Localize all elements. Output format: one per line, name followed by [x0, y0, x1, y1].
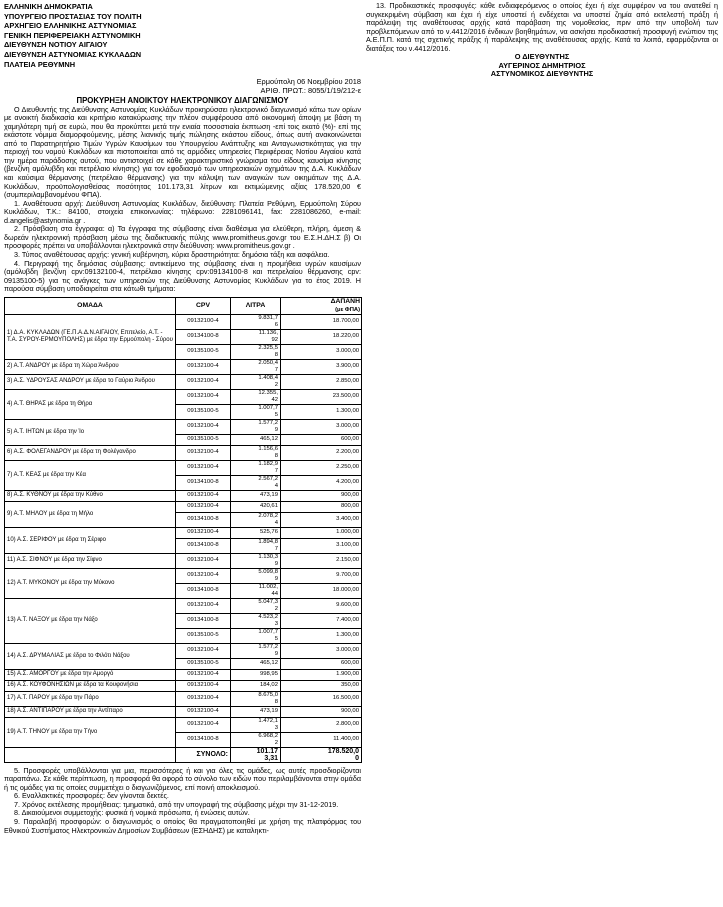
total-cost: [281, 747, 362, 762]
table-row: [5, 419, 362, 434]
right-column: [366, 0, 718, 79]
group-cell: 15) Α.Σ. ΑΜΟΡΓΟΥ με έδρα την Αμοργό: [5, 669, 176, 680]
cost-cell: 1.000,00: [281, 527, 362, 538]
header-litres: ΛΙΤΡΑ: [231, 297, 281, 314]
litres-line: 5.099,8: [258, 568, 278, 575]
cpv-cell: 09135100-5: [176, 658, 231, 669]
litres-line: 2.567,2: [258, 475, 278, 482]
cost-cell: 3.000,00: [281, 419, 362, 434]
cpv-cell: 09132100-4: [176, 374, 231, 389]
cpv-cell: 09132100-4: [176, 717, 231, 732]
cost-cell: 9.600,00: [281, 598, 362, 613]
litres-line: 1.182,9: [258, 460, 278, 467]
litres-line: 2.050,4: [258, 359, 278, 366]
cost-cell: 2.250,00: [281, 460, 362, 475]
header-cost: [281, 297, 362, 314]
cpv-cell: 09132100-4: [176, 643, 231, 658]
cpv-cell: 09132100-4: [176, 389, 231, 404]
litres-line-wrap: 9: [274, 575, 278, 582]
cost-cell: 18.700,00: [281, 314, 362, 329]
cpv-cell: 09132100-4: [176, 419, 231, 434]
litres-cell: [231, 680, 281, 691]
group-cell: 1) Δ.Α. ΚΥΚΛΑΔΩΝ (ΓΕ.Π.Α.Δ.Ν.ΑΙΓΑΙΟΥ, Επιτελείο, Α.Τ. - Τ.Α. ΣΥΡΟΥ-ΕΡΜΟΥΠΟΛΗΣ) με έδρα την Ερμούπολη - Σύρου: [5, 314, 176, 359]
litres-cell: [231, 583, 281, 598]
authority-header: [4, 0, 361, 69]
litres-cell: [231, 732, 281, 747]
left-column: [4, 0, 361, 835]
litres-line-wrap: 7: [274, 545, 278, 552]
cost-cell: 350,00: [281, 680, 362, 691]
litres-cell: [231, 527, 281, 538]
header-line: ΑΡΧΗΓΕΙΟ ΕΛΛΗΝΙΚΗΣ ΑΣΤΥΝΟΜΙΑΣ: [4, 21, 137, 31]
litres-line: 4.523,2: [258, 613, 278, 620]
litres-line: 11.136,: [258, 329, 278, 336]
litres-cell: [231, 538, 281, 553]
header-cost-label: ΔΑΠΑΝΗ: [330, 297, 360, 305]
cpv-cell: 09134100-8: [176, 512, 231, 527]
group-cell: 2) Α.Τ. ΑΝΔΡΟΥ με έδρα τη Χώρα Άνδρου: [5, 359, 176, 374]
item-paragraph: 7. Χρόνος εκτέλεσης προμήθειας: τμηματικά, από την υπογραφή της σύμβασης μέχρι την 31-12-2019.: [14, 799, 339, 809]
total-empty-cell: [5, 747, 176, 762]
table-row: [5, 568, 362, 583]
litres-line: 11.002,: [258, 583, 278, 590]
litres-cell: [231, 598, 281, 613]
group-cell: 6) Α.Σ. ΦΟΛΕΓΑΝΔΡΟΥ με έδρα τη Φολέγανδρο: [5, 445, 176, 460]
litres-line: 525,76: [259, 529, 278, 536]
cost-cell: 2.800,00: [281, 717, 362, 732]
litres-cell: [231, 717, 281, 732]
litres-cell: [231, 490, 281, 501]
table-row: [5, 501, 362, 512]
cpv-cell: 09132100-4: [176, 527, 231, 538]
litres-line: 1.156,6: [258, 445, 278, 452]
cpv-cell: 09132100-4: [176, 460, 231, 475]
litres-cell: [231, 359, 281, 374]
table-row: [5, 643, 362, 658]
cost-cell: 11.400,00: [281, 732, 362, 747]
total-litres-line: 101.17: [256, 747, 278, 755]
total-litres-line-wrap: 3,31: [264, 754, 278, 762]
group-cell: 18) Α.Σ. ΑΝΤΙΠΑΡΟΥ με έδρα την Αντίπαρο: [5, 706, 176, 717]
table-row: [5, 445, 362, 460]
litres-cell: [231, 706, 281, 717]
litres-cell: [231, 658, 281, 669]
litres-line: 1.007,7: [258, 628, 278, 635]
group-cell: 11) Α.Σ. ΣΙΦΝΟΥ με έδρα την Σίφνο: [5, 553, 176, 568]
group-cell: 13) Α.Τ. ΝΑΞΟΥ με έδρα την Νάξο: [5, 598, 176, 643]
cost-cell: 2.150,00: [281, 553, 362, 568]
litres-line-wrap: 2: [274, 605, 278, 612]
litres-line: 1.007,7: [258, 404, 278, 411]
item-paragraph: 8. Δικαιούμενοι συμμετοχής: φυσικά ή νομικά πρόσωπα, ή ενώσεις αυτών.: [14, 808, 250, 818]
litres-line: 465,12: [259, 436, 278, 443]
cost-cell: 9.700,00: [281, 568, 362, 583]
litres-cell: [231, 613, 281, 628]
litres-line: 6.968,2: [258, 732, 278, 739]
litres-cell: [231, 512, 281, 527]
item-paragraph: 6. Εναλλακτικές προσφορές: δεν γίνονται δεκτές.: [14, 791, 169, 801]
cost-cell: 3.900,00: [281, 359, 362, 374]
table-row: [5, 460, 362, 475]
litres-cell: [231, 460, 281, 475]
cpv-cell: 09135100-5: [176, 628, 231, 643]
cpv-cell: 09134100-8: [176, 583, 231, 598]
litres-line-wrap: 7: [274, 366, 278, 373]
cost-cell: 900,00: [281, 490, 362, 501]
litres-cell: [231, 643, 281, 658]
litres-cell: [231, 419, 281, 434]
litres-line: 2.325,5: [258, 344, 278, 351]
table-row: [5, 374, 362, 389]
litres-line-wrap: 9: [274, 426, 278, 433]
table-row: [5, 553, 362, 568]
litres-line: 473,19: [259, 708, 278, 715]
table-header-row: [5, 297, 362, 314]
cost-cell: 1.300,00: [281, 628, 362, 643]
litres-line-wrap: 7: [274, 467, 278, 474]
group-cell: 12) Α.Τ. ΜΥΚΟΝΟΥ με έδρα την Μύκονο: [5, 568, 176, 598]
item-paragraph: 1. Αναθέτουσα αρχή: Διεύθυνση Αστυνομίας Κυκλάδων, διεύθυνση: Πλατεία Ρεθύμνη, Ερμούπολη Σύρου Κυκλάδων, Τ.Κ.: 84100, στοιχεία επικοινωνίας: τηλέφωνο: 2281096141, fax: 2281086260, e-mail: d.angelis@astynomia.gr .: [4, 198, 361, 225]
cpv-cell: 09132100-4: [176, 691, 231, 706]
group-cell: 8) Α.Σ. ΚΥΘΝΟΥ με έδρα την Κύθνο: [5, 490, 176, 501]
litres-line-wrap: 6: [274, 321, 278, 328]
litres-cell: [231, 344, 281, 359]
litres-line-wrap: 42: [271, 396, 278, 403]
litres-cell: [231, 553, 281, 568]
litres-cell: [231, 329, 281, 344]
cpv-cell: 09132100-4: [176, 706, 231, 717]
group-cell: 19) Α.Τ. ΤΗΝΟΥ με έδρα την Τήνο: [5, 717, 176, 747]
cost-cell: 1.900,00: [281, 669, 362, 680]
litres-line-wrap: 4: [274, 482, 278, 489]
protocol-number: ΑΡΙΘ. ΠΡΩΤ.: 8055/1/19/212-ε: [260, 86, 361, 96]
signature-title: Ο ΔΙΕΥΘΥΝΤΗΣ: [514, 52, 570, 62]
table-row: [5, 691, 362, 706]
cost-cell: 900,00: [281, 706, 362, 717]
litres-cell: [231, 404, 281, 419]
table-row: [5, 706, 362, 717]
cost-cell: 23.500,00: [281, 389, 362, 404]
table-row: [5, 490, 362, 501]
table-row: [5, 359, 362, 374]
signature-name: ΑΥΓΕΡΙΝΟΣ ΔΗΜΗΤΡΙΟΣ: [498, 60, 586, 70]
cost-cell: 7.400,00: [281, 613, 362, 628]
litres-line-wrap: 9: [274, 560, 278, 567]
table-row: [5, 527, 362, 538]
cost-cell: 600,00: [281, 658, 362, 669]
table-row: [5, 669, 362, 680]
litres-line: 1.577,2: [258, 643, 278, 650]
date-line: Ερμούπολη 06 Νοεμβρίου 2018: [256, 77, 361, 87]
litres-line: 9.831,7: [258, 314, 278, 321]
table-body: [5, 314, 362, 762]
litres-line-wrap: 92: [271, 336, 278, 343]
litres-cell: [231, 374, 281, 389]
litres-line-wrap: 2: [274, 381, 278, 388]
cpv-cell: 09135100-5: [176, 344, 231, 359]
cpv-cell: 09134100-8: [176, 475, 231, 490]
cost-cell: 1.300,00: [281, 404, 362, 419]
litres-line-wrap: 8: [274, 351, 278, 358]
total-cost-line: 178.520,0: [327, 747, 359, 755]
intro-paragraph: Ο Διευθυντής της Διεύθυνσης Αστυνομίας Κυκλάδων προκηρύσσει ηλεκτρονικό διαγωνισμό κάτω των ορίων με ανοικτή διαδικασία και κριτήριο κατακύρωσης την πλέον συμφέρουσα από οικονομική άποψη με βάση τη χαμηλότερη τιμή σε ευρώ, που θα προκύπτει μετά την ενιαία ποσοστιαία έκπτωση -επί τοις εκατό (%)- επί της εκάστοτε νόμιμα διαμορφούμενης, μέσης λιανικής τιμής πώλησης εκάστου είδους, όπως αυτή ανακοινώνεται από το Παρατηρητήριο Τιμών Υγρών Καυσίμων του Υπουργείου Ανάπτυξης και Ανταγωνιστικότητας για την περιοχή του νομού Κυκλάδων και πιστοποιείται από τις αρμόδιες υπηρεσίες Περιφέρειας Νοτίου Αιγαίου κατά την ημέρα παράδοσης αυτού, που αντιστοιχεί σε κάθε χαρακτηριστικό γνώρισμα του είδους καυσίμα κίνησης (βενζίνη αμόλυβδη και πετρέλαιο κίνησης) για τον εφοδιασμό των υπηρεσιακών οχημάτων της Δ.Α. Κυκλάδων και καύσιμα θέρμανσης (πετρέλαιο θέρμανσης) για την κάλυψη των αναγκών των οικημάτων της Δ.Α. Κυκλάδων, προϋπολογισθείσας ποσότητας 101.173,31 λίτρων και εκτιμώμενης αξίας 178.520,00 € (συμπεριλαμβανομένου ΦΠΑ).: [4, 104, 361, 200]
litres-cell: [231, 669, 281, 680]
cpv-cell: 09134100-8: [176, 329, 231, 344]
table-row: [5, 680, 362, 691]
table-row: [5, 598, 362, 613]
cpv-cell: 09132100-4: [176, 445, 231, 460]
litres-line-wrap: 9: [274, 650, 278, 657]
cost-cell: 4.200,00: [281, 475, 362, 490]
header-cpv: CPV: [176, 297, 231, 314]
total-cost-line-wrap: 0: [355, 754, 359, 762]
cost-cell: 18.000,00: [281, 583, 362, 598]
cpv-cell: 09132100-4: [176, 490, 231, 501]
cpv-cell: 09135100-5: [176, 404, 231, 419]
group-cell: 7) Α.Τ. ΚΕΑΣ με έδρα την Κέα: [5, 460, 176, 490]
cpv-cell: 09132100-4: [176, 501, 231, 512]
header-line: ΥΠΟΥΡΓΕΙΟ ΠΡΟΣΤΑΣΙΑΣ ΤΟΥ ΠΟΛΙΤΗ: [4, 11, 142, 21]
header-line: ΕΛΛΗΝΙΚΗ ΔΗΜΟΚΡΑΤΙΑ: [4, 2, 93, 11]
cpv-cell: 09134100-8: [176, 538, 231, 553]
cpv-cell: 09132100-4: [176, 598, 231, 613]
cost-cell: 16.500,00: [281, 691, 362, 706]
header-line: ΠΛΑΤΕΙΑ ΡΕΘΥΜΝΗ: [4, 59, 76, 69]
litres-cell: [231, 475, 281, 490]
litres-line: 1.472,1: [258, 717, 278, 724]
cost-cell: 3.100,00: [281, 538, 362, 553]
litres-line-wrap: 44: [271, 590, 278, 597]
litres-line-wrap: 8: [274, 698, 278, 705]
litres-line-wrap: 4: [274, 519, 278, 526]
total-row: [5, 747, 362, 762]
litres-line-wrap: 8: [274, 452, 278, 459]
cpv-cell: 09135100-5: [176, 434, 231, 445]
cost-cell: 2.850,00: [281, 374, 362, 389]
group-cell: 14) Α.Σ. ΔΡΥΜΑΛΙΑΣ με έδρα το Φιλότι Νάξου: [5, 643, 176, 669]
lots-table: [4, 297, 362, 763]
signature-block: [366, 53, 718, 79]
cost-cell: 800,00: [281, 501, 362, 512]
cpv-cell: 09132100-4: [176, 553, 231, 568]
litres-line: 12.355,: [258, 389, 278, 396]
litres-line: 8.675,0: [258, 691, 278, 698]
table-row: [5, 314, 362, 329]
litres-line-wrap: 2: [274, 739, 278, 746]
cpv-cell: 09134100-8: [176, 732, 231, 747]
item-paragraph: 2. Πρόσβαση στα έγγραφα: α) Τα έγγραφα της σύμβασης είναι διαθέσιμα για ελεύθερη, πλήρη, άμεση & δωρεάν ηλεκτρονική πρόσβαση μέσω της διαδικτυακής πύλης www.promitheus.gov.gr του Ε.Σ.Η.ΔΗ.Σ β) Οι προσφορές πρέπει να υποβάλλονται ηλεκτρονικά στην διεύθυνση: www.promitheus.gov.gr .: [4, 224, 361, 251]
table-row: [5, 717, 362, 732]
litres-line-wrap: 5: [274, 635, 278, 642]
litres-line: 420,61: [259, 503, 278, 510]
date-block: [4, 77, 361, 95]
litres-line: 473,19: [259, 492, 278, 499]
litres-line-wrap: 5: [274, 411, 278, 418]
cpv-cell: 09132100-4: [176, 359, 231, 374]
cost-cell: 3.400,00: [281, 512, 362, 527]
cpv-cell: 09132100-4: [176, 568, 231, 583]
cost-cell: 3.000,00: [281, 344, 362, 359]
header-line: ΔΙΕΥΘΥΝΣΗ ΝΟΤΙΟΥ ΑΙΓΑΙΟΥ: [4, 40, 108, 50]
cost-cell: 3.000,00: [281, 643, 362, 658]
item-paragraph: 9. Παραλαβή προσφορών: ο διαγωνισμός ο οποίος θα πραγματοποιηθεί με χρήση της πλατφόρμας του Εθνικού Συστήματος Ηλεκτρονικών Δημοσίων Συμβάσεων (ΕΣΗΔΗΣ) με καταληκτι-: [4, 816, 361, 835]
notice-title: ΠΡΟΚΥΡΗΞΗ ΑΝΟΙΚΤΟΥ ΗΛΕΚΤΡΟΝΙΚΟΥ ΔΙΑΓΩΝΙΣΜΟΥ: [76, 96, 289, 106]
cpv-cell: 09132100-4: [176, 680, 231, 691]
item-paragraph: 3. Τύπος αναθέτουσας αρχής: γενική κυβέρνηση, κύρια δραστηριότητα: δημόσια τάξη και ασφάλεια.: [14, 249, 330, 259]
litres-cell: [231, 501, 281, 512]
cpv-cell: 09132100-4: [176, 314, 231, 329]
cpv-cell: 09132100-4: [176, 669, 231, 680]
item-paragraph: 4. Περιγραφή της δημόσιας σύμβασης: αντικείμενο της σύμβασης είναι η προμήθεια υγρών καυσίμων (αμόλυβδη βενζίνη cpv:09132100-4, πετρέλαιο κίνησης cpv:09134100-8 και πετρελαίου θέρμανσης cpv: 09135100-5) για τις ανάγκες των υπηρεσιών της Διεύθυνσης Αστυνομίας Κυκλάδων για το έτος 2019. Η παρούσα σύμβαση υποδιαιρείται στα κάτωθι τμήματα:: [4, 258, 361, 294]
litres-line: 998,95: [259, 671, 278, 678]
litres-line: 465,12: [259, 660, 278, 667]
litres-line: 1.130,3: [258, 553, 278, 560]
litres-cell: [231, 314, 281, 329]
litres-cell: [231, 691, 281, 706]
litres-line: 184,02: [259, 682, 278, 689]
item-paragraph: 5. Προσφορές υποβάλλονται για μια, περισσότερες ή και για όλες τις ομάδες, ως αυτές προσδιορίζονται παραπάνω. Σε κάθε περίπτωση, η προσφορά θα αφορά το σύνολο των ειδών που περιλαμβάνονται στην ομάδα ή τις ομάδες για τις οποίες συμμετέχει ο διαγωνιζόμενος, επί ποινή αποκλεισμού.: [4, 765, 361, 792]
litres-line-wrap: 3: [274, 724, 278, 731]
cost-cell: 600,00: [281, 434, 362, 445]
signature-rank: ΑΣΤΥΝΟΜΙΚΟΣ ΔΙΕΥΘΥΝΤΗΣ: [490, 69, 594, 79]
litres-cell: [231, 445, 281, 460]
header-line: ΓΕΝΙΚΗ ΠΕΡΙΦΕΡΕΙΑΚΗ ΑΣΤΥΝΟΜΙΚΗ: [4, 30, 141, 40]
litres-line: 5.047,3: [258, 598, 278, 605]
header-line: ΔΙΕΥΘΥΝΣΗ ΑΣΤΥΝΟΜΙΑΣ ΚΥΚΛΑΔΩΝ: [4, 49, 142, 59]
header-group: ΟΜΑΔΑ: [5, 297, 176, 314]
group-cell: 9) Α.Τ. ΜΗΛΟΥ με έδρα τη Μήλο: [5, 501, 176, 527]
header-cost-note: (με ΦΠΑ): [335, 306, 360, 313]
total-litres: [231, 747, 281, 762]
litres-line-wrap: 3: [274, 620, 278, 627]
total-label: ΣΥΝΟΛΟ:: [176, 747, 231, 762]
litres-cell: [231, 628, 281, 643]
litres-cell: [231, 434, 281, 445]
group-cell: 16) Α.Σ. ΚΟΥΦΟΝΗΣΙΩΝ με έδρα τα Κουφονήσια: [5, 680, 176, 691]
group-cell: 4) Α.Τ. ΘΗΡΑΣ με έδρα τη Θήρα: [5, 389, 176, 419]
group-cell: 10) Α.Σ. ΣΕΡΙΦΟΥ με έδρα τη Σέριφο: [5, 527, 176, 553]
cost-cell: 2.200,00: [281, 445, 362, 460]
item-paragraph-13: 13. Προδικαστικές προσφυγές: κάθε ενδιαφερόμενος ο οποίος έχει ή είχε συμφέρον να του ανατεθεί η συγκεκριμένη σύμβαση και έχει ή είχε υποστεί ή ενδέχεται να υποστεί ζημία από εκτελεστή πράξη ή παράλειψη της αναθέτουσας αρχής κατά παράβαση της νομοθεσίας, πριν από την υποβολή των προβλεπόμενων από το ν.4412/2016 ένδικων βοηθημάτων, να ασκήσει προδικαστική προσφυγή ενώπιον της Α.Ε.Π.Π. κατά της σχετικής πράξης ή παράλειψης της αναθέτουσας αρχής. Κατά τα λοιπά, εφαρμόζονται οι διατάξεις του ν.4412/2016.: [366, 1, 718, 53]
group-cell: 3) Α.Σ. ΥΔΡΟΥΣΑΣ ΑΝΔΡΟΥ με έδρα το Γαύριο Άνδρου: [5, 374, 176, 389]
litres-line: 1.894,8: [258, 538, 278, 545]
cost-cell: 18.220,00: [281, 329, 362, 344]
litres-line: 1.408,4: [258, 374, 278, 381]
litres-line: 2.078,2: [258, 512, 278, 519]
table-row: [5, 389, 362, 404]
group-cell: 5) Α.Τ. ΙΗΤΩΝ με έδρα την Ίο: [5, 419, 176, 445]
group-cell: 17) Α.Τ. ΠΑΡΟΥ με έδρα την Πάρο: [5, 691, 176, 706]
cpv-cell: 09134100-8: [176, 613, 231, 628]
litres-cell: [231, 568, 281, 583]
litres-line: 1.577,2: [258, 419, 278, 426]
litres-cell: [231, 389, 281, 404]
